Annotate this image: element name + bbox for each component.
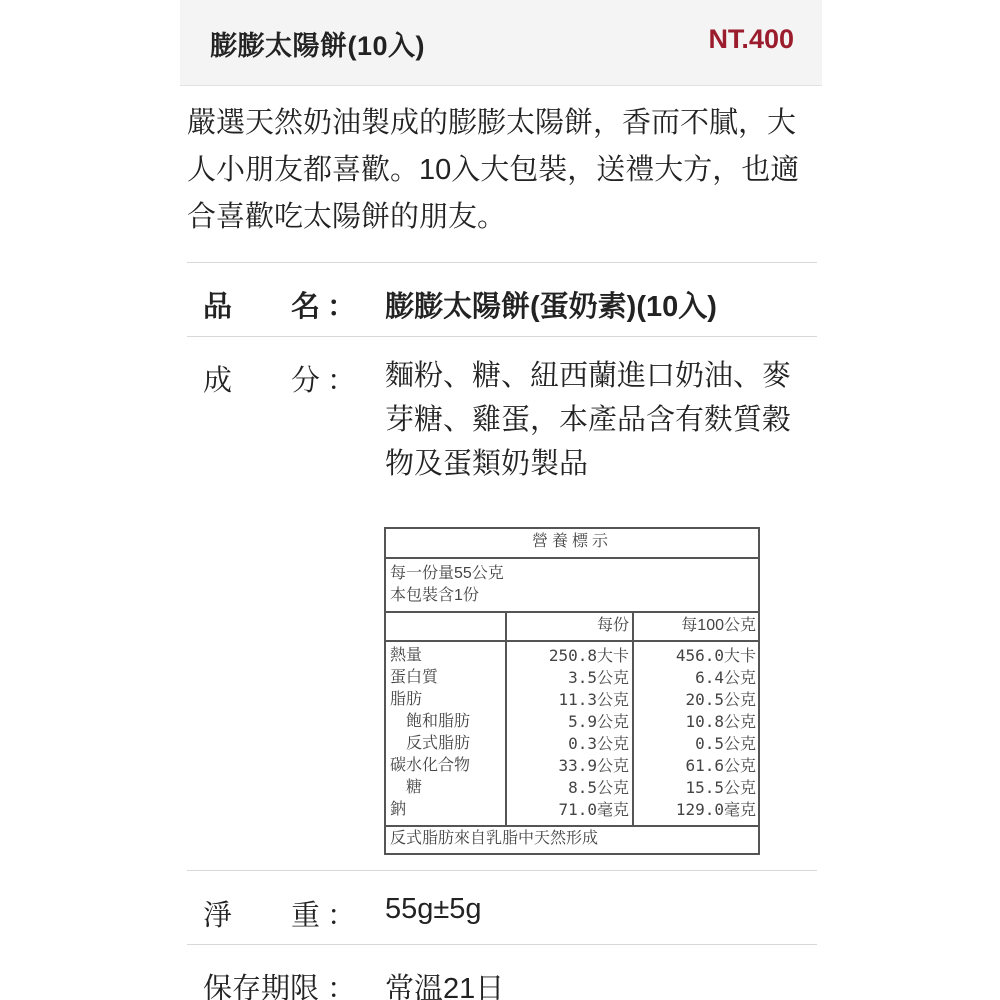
nutrition-row-per-serving: 5.9公克	[568, 712, 629, 731]
nutrition-row-name: 反式脂肪	[406, 735, 471, 752]
nutrition-divider	[386, 825, 758, 827]
divider	[187, 262, 817, 263]
nutrition-facts-table	[384, 527, 760, 855]
nutrition-col-header-100g: 每100公克	[681, 617, 756, 634]
nutrition-divider	[386, 557, 758, 559]
nutrition-row-per-serving: 250.8大卡	[548, 646, 629, 665]
nutrition-row-name: 熱量	[390, 647, 423, 664]
nutrition-row-per-100g: 129.0毫克	[675, 800, 756, 819]
description-line: 合喜歡吃太陽餅的朋友。	[187, 201, 507, 233]
spec-value-weight: 55g±5g	[385, 893, 482, 925]
ingredients-line: 芽糖、雞蛋，本產品含有麩質穀	[385, 404, 792, 436]
product-page: 膨膨太陽餅(10入) NT.400 嚴選天然奶油製成的膨膨太陽餅，香而不膩，大 人小朋友都喜歡。10入大包裝，送禮大方，也適 合喜歡吃太陽餅的朋友。 品 名 ： 膨膨太陽餅(蛋奶素)(10入) 成 分 ： 麵粉、糖、紐西蘭進口奶油、麥 芽糖、雞蛋，本產品含有麩質穀 物及蛋類奶製品 營養標示 每一份量55公克 本包裝含1份 每份 每100公克 熱量 250.8大卡 456.0大卡 蛋白質 3.5公克 6.4公克 脂肪 11.3公克 20.5公克 飽和脂肪 5.9公克 10.8公克 反式脂肪 0.3公克 0.5公克 碳水化合物 33.9公克 61.6公克 糖 8.5公克 15.5公克 鈉 71.0毫克 129.0毫克 反式脂肪來自乳脂中天然形成 淨 重 ： 55g±5g 保存期限 ： 常溫21日	[0, 0, 1000, 1000]
nutrition-row-per-serving: 71.0毫克	[558, 800, 629, 819]
nutrition-row-per-serving: 3.5公克	[568, 668, 629, 687]
nutrition-row-name: 脂肪	[390, 691, 423, 708]
spec-value-name: 膨膨太陽餅(蛋奶素)(10入)	[385, 291, 717, 323]
nutrition-divider	[386, 611, 758, 613]
nutrition-row-per-100g: 10.8公克	[685, 712, 756, 731]
nutrition-row-per-100g: 0.5公克	[695, 734, 756, 753]
nutrition-row-name: 蛋白質	[390, 669, 439, 686]
spec-value-ingredients	[385, 354, 817, 486]
product-description	[187, 100, 819, 241]
nutrition-footnote: 反式脂肪來自乳脂中天然形成	[390, 830, 599, 847]
product-header	[180, 0, 822, 86]
nutrition-row-per-100g: 15.5公克	[685, 778, 756, 797]
nutrition-divider	[386, 640, 758, 642]
nutrition-row-per-100g: 6.4公克	[695, 668, 756, 687]
nutrition-row-per-100g: 20.5公克	[685, 690, 756, 709]
nutrition-row-name: 飽和脂肪	[406, 713, 471, 730]
nutrition-serving-size: 每一份量55公克	[390, 565, 504, 582]
nutrition-row-per-serving: 11.3公克	[558, 690, 629, 709]
spec-value-shelf-life: 常溫21日	[385, 973, 505, 1000]
nutrition-title: 營養標示	[531, 533, 612, 550]
description-line: 人小朋友都喜歡。10入大包裝，送禮大方，也適	[187, 154, 800, 186]
nutrition-row-name: 糖	[406, 779, 423, 796]
nutrition-row-name: 鈉	[390, 801, 407, 818]
nutrition-row-per-serving: 33.9公克	[558, 756, 629, 775]
nutrition-servings: 本包裝含1份	[390, 587, 479, 604]
nutrition-row-per-serving: 8.5公克	[568, 778, 629, 797]
nutrition-row-per-100g: 456.0大卡	[675, 646, 756, 665]
product-title: 膨膨太陽餅(10入)	[210, 31, 426, 61]
product-price: NT.400	[708, 24, 794, 54]
nutrition-row-per-serving: 0.3公克	[568, 734, 629, 753]
divider	[187, 870, 817, 871]
divider	[187, 336, 817, 337]
divider	[187, 944, 817, 945]
nutrition-row-name: 碳水化合物	[390, 757, 471, 774]
ingredients-line: 麵粉、糖、紐西蘭進口奶油、麥	[385, 360, 792, 392]
description-line: 嚴選天然奶油製成的膨膨太陽餅，香而不膩，大	[187, 107, 797, 139]
ingredients-line: 物及蛋類奶製品	[385, 448, 589, 480]
nutrition-row-per-100g: 61.6公克	[685, 756, 756, 775]
nutrition-col-header-serving: 每份	[596, 617, 629, 634]
